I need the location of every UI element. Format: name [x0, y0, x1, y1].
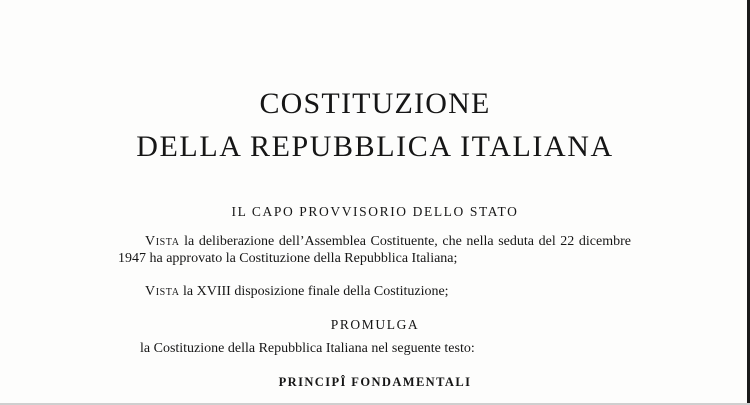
- document-title-line1: COSTITUZIONE: [259, 87, 491, 120]
- paragraph-text: la XVIII disposizione finale della Costituzione;: [179, 284, 449, 299]
- paragraph-disposizione: [118, 283, 631, 300]
- section-heading-principi: PRINCIPÎ FONDAMENTALI: [278, 375, 472, 389]
- heading-promulga: PROMULGA: [330, 317, 420, 332]
- promulgation-statement: la Costituzione della Repubblica Italiana nel seguente testo:: [140, 341, 475, 356]
- paragraph-lead-word: Vista: [145, 234, 180, 249]
- heading-capo-provvisorio: IL CAPO PROVVISORIO DELLO STATO: [231, 204, 519, 219]
- paragraph-lead-word: Vista: [145, 284, 180, 299]
- paragraph-deliberazione: [118, 233, 631, 267]
- document-title-line2: DELLA REPUBBLICA ITALIANA: [136, 130, 614, 163]
- paragraph-text: la deliberazione dell’Assemblea Costituente, che nella seduta del 22 dicembre 1947 ha approvato la Costituzione della Repubblica Italiana;: [118, 234, 631, 266]
